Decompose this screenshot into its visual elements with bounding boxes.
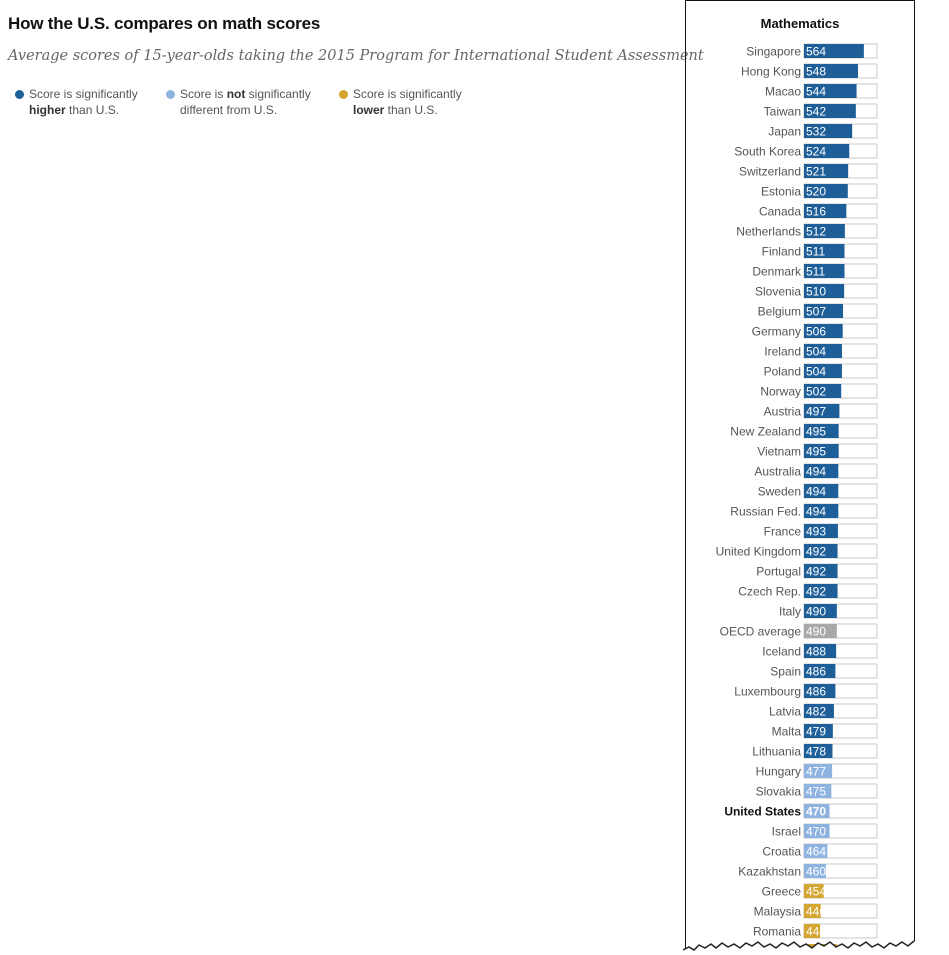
bar-value-label: 516 <box>806 204 827 219</box>
bar-value-label: 544 <box>806 84 827 99</box>
category-label: Malta <box>771 724 801 739</box>
category-label: Italy <box>778 604 801 619</box>
bar-value-label: 494 <box>806 464 827 479</box>
bar-value-label: 511 <box>806 264 826 279</box>
category-label: Luxembourg <box>734 684 801 699</box>
category-label: Switzerland <box>738 164 801 179</box>
chart-panel <box>685 0 915 948</box>
category-label: Kazakhstan <box>738 864 801 879</box>
bar-value-label: 477 <box>806 764 827 779</box>
legend-text-suffix-2: different from U.S. <box>180 103 278 117</box>
bar-value-label: 482 <box>806 704 827 719</box>
bar-value-label: 507 <box>806 304 827 319</box>
category-label: Iceland <box>762 644 801 659</box>
legend-dot-lower <box>339 90 348 99</box>
category-label: Portugal <box>756 564 801 579</box>
legend-text-prefix: Score is significantly <box>353 87 462 101</box>
bar-value-label: 486 <box>806 684 827 699</box>
bar-value-label: 502 <box>806 384 827 399</box>
category-label: Israel <box>771 824 801 839</box>
category-label: Poland <box>763 364 801 379</box>
category-label: Taiwan <box>763 104 801 119</box>
bar-value-label: 490 <box>806 624 827 639</box>
bar-value-label: 497 <box>806 404 827 419</box>
bar-value-label: 542 <box>806 104 827 119</box>
bar-value-label: 444 <box>806 924 827 939</box>
bar-value-label: 486 <box>806 664 827 679</box>
category-label: Finland <box>761 244 801 259</box>
bar-value-label: 511 <box>806 244 826 259</box>
legend-text-bold: not <box>226 87 246 101</box>
category-label: Sweden <box>757 484 801 499</box>
legend-text-bold: higher <box>29 103 66 117</box>
bar-value-label: 488 <box>806 644 827 659</box>
category-label: Russian Fed. <box>730 504 801 519</box>
category-label: Macao <box>764 84 801 99</box>
bar-value-label: 520 <box>806 184 827 199</box>
legend-text-bold: lower <box>353 103 385 117</box>
category-label: Malaysia <box>753 904 801 919</box>
category-label: Canada <box>758 204 801 219</box>
legend-text-suffix: than U.S. <box>384 103 438 117</box>
bar-value-label: 492 <box>806 544 827 559</box>
bar-value-label: 504 <box>806 344 827 359</box>
bar-value-label: 494 <box>806 484 827 499</box>
category-label: Hong Kong <box>740 64 801 79</box>
category-label: Australia <box>754 464 801 479</box>
bar-value-label: 495 <box>806 444 827 459</box>
category-label: New Zealand <box>730 424 801 439</box>
bar-value-label: 460 <box>806 864 827 879</box>
bar-value-label: 464 <box>806 844 827 859</box>
legend-text-prefix: Score is significantly <box>29 87 138 101</box>
category-label: Slovakia <box>755 784 801 799</box>
bar-value-label: 454 <box>806 884 827 899</box>
legend-text-suffix: than U.S. <box>65 103 120 117</box>
bar-value-label: 512 <box>806 224 827 239</box>
bar-value-label: 494 <box>806 504 827 519</box>
category-label: Germany <box>751 324 801 339</box>
bar-value-label: 478 <box>806 744 827 759</box>
bar-value-label: 524 <box>806 144 827 159</box>
bar-value-label: 490 <box>806 604 827 619</box>
bar-value-label: 479 <box>806 724 827 739</box>
bar-value-label: 492 <box>806 564 827 579</box>
category-label: Norway <box>760 384 801 399</box>
category-label: France <box>763 524 801 539</box>
bar-value-label: 504 <box>806 364 827 379</box>
category-label: Croatia <box>762 844 801 859</box>
bar-value-label: 564 <box>806 44 827 59</box>
category-label: Slovenia <box>754 284 801 299</box>
category-label: United Kingdom <box>715 544 801 559</box>
page-title: How the U.S. compares on math scores <box>8 14 321 33</box>
legend-text-suffix-1: significantly <box>245 87 311 101</box>
bar-value-label: 532 <box>806 124 827 139</box>
bar-value-label: 493 <box>806 524 827 539</box>
category-label: Denmark <box>752 264 801 279</box>
category-label: Vietnam <box>757 444 801 459</box>
category-label: Romania <box>752 924 801 939</box>
bar-value-label: 470 <box>806 824 827 839</box>
category-label: Belgium <box>757 304 801 319</box>
bar-value-label: 470 <box>806 804 827 819</box>
category-label: Greece <box>761 884 801 899</box>
category-label: Latvia <box>768 704 801 719</box>
category-label: Ireland <box>764 344 801 359</box>
category-label: United States <box>724 804 801 819</box>
bar-value-label: 510 <box>806 284 827 299</box>
category-label: Hungary <box>755 764 801 779</box>
legend-dot-higher <box>15 90 24 99</box>
bar-value-label: 506 <box>806 324 827 339</box>
category-label: Estonia <box>760 184 801 199</box>
bar-value-label: 521 <box>806 164 827 179</box>
bar-value-label: 495 <box>806 424 827 439</box>
category-label: OECD average <box>719 624 801 639</box>
bar-value-label: 475 <box>806 784 827 799</box>
torn-edge <box>683 932 919 955</box>
category-label: Japan <box>768 124 801 139</box>
category-label: Spain <box>770 664 801 679</box>
bar-value-label: 492 <box>806 584 827 599</box>
category-label: Singapore <box>746 44 801 59</box>
category-label: South Korea <box>734 144 801 159</box>
category-label: Netherlands <box>736 224 801 239</box>
bar-chart <box>686 1 915 948</box>
bar-value-label: 548 <box>806 64 827 79</box>
bar-value-label: 446 <box>806 904 827 919</box>
legend-dot-not-different <box>166 90 175 99</box>
category-label: Czech Rep. <box>738 584 801 599</box>
category-label: Lithuania <box>752 744 801 759</box>
chart-title: Mathematics <box>760 16 840 31</box>
page-subtitle: Average scores of 15-year-olds taking the 2015 Program for International Student Assessment <box>8 48 704 64</box>
legend-text-prefix: Score is <box>180 87 227 101</box>
category-label: Austria <box>763 404 801 419</box>
